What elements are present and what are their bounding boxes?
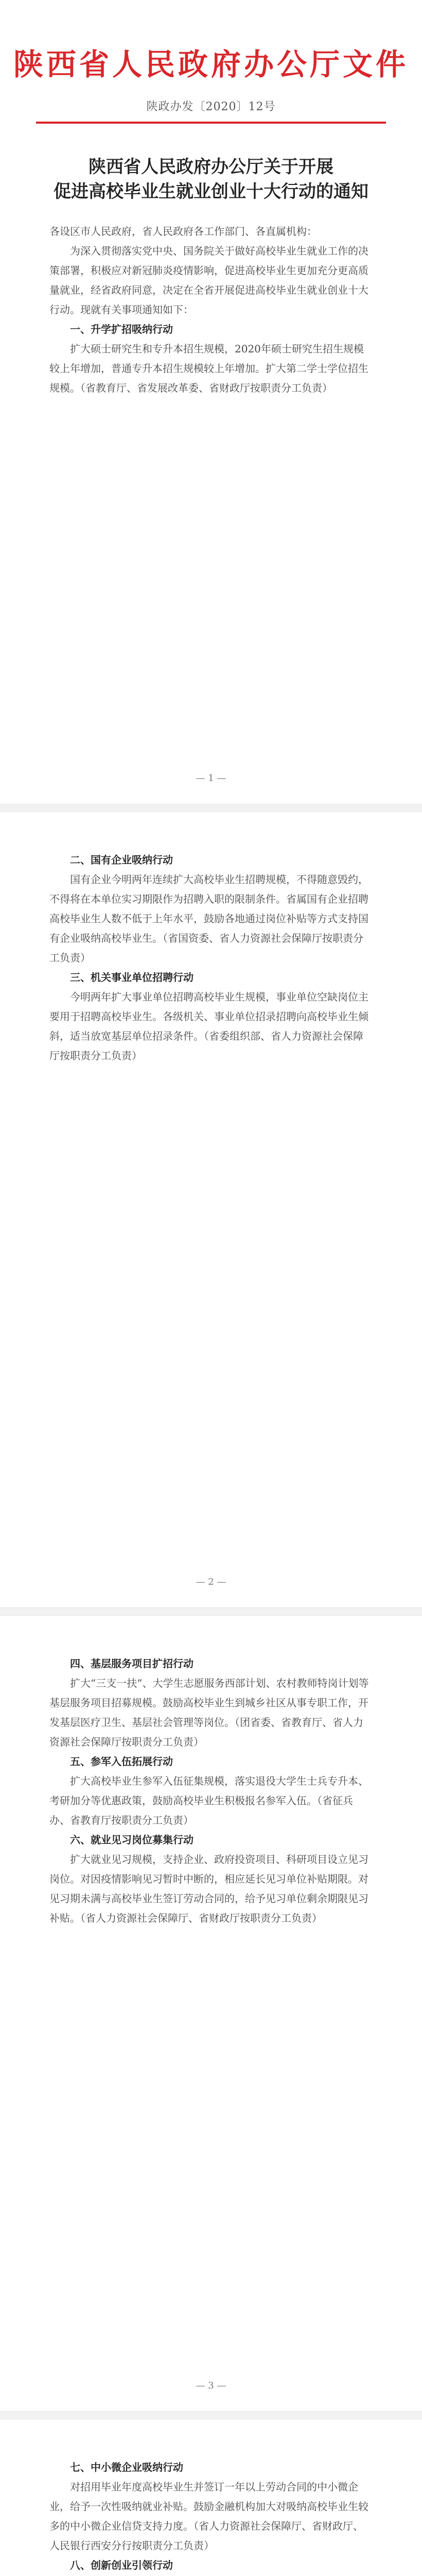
document-title bbox=[46, 155, 376, 204]
section-4-heading: 四、基层服务项目扩招行动 bbox=[70, 1657, 194, 1670]
page-separator bbox=[0, 1607, 422, 1616]
section-3-heading: 三、机关事业单位招聘行动 bbox=[70, 971, 194, 984]
section-4-body: 扩大“三支一扶”、大学生志愿服务西部计划、农村教师特岗计划等基层服务项目招募规模。鼓励高校毕业生到城乡社区从事专职工作，开发基层医疗卫生、基层社会管理等岗位。（团省委、省教育厅、省人力资源社会保障厅按职责分工负责） bbox=[49, 1677, 369, 1748]
section-7-body: 对招用毕业年度高校毕业生并签订一年以上劳动合同的中小微企业，给予一次性吸纳就业补贴。鼓励金融机构加大对吸纳高校毕业生较多的中小微企业信贷支持力度。（省人力资源社会保障厅、省财政厅、人民银行西安分行按职责分工负责） bbox=[49, 2481, 368, 2552]
title-line-1: 陕西省人民政府办公厅关于开展 bbox=[89, 157, 333, 177]
page-4-text bbox=[49, 2458, 373, 2576]
section-2-body: 国有企业今明两年连续扩大高校毕业生招聘规模，不得随意毁约，不得将在本单位实习期限作为招聘入职的限制条件。省属国有企业招聘高校毕业生人数不低于上年水平，鼓励各地通过岗位补贴等方式支持国有企业吸纳高校毕业生。（省国资委、省人力资源社会保障厅按职责分工负责） bbox=[49, 873, 368, 964]
masthead-divider bbox=[36, 122, 386, 124]
page-number-2: — 2 — bbox=[196, 1577, 226, 1587]
section-6-body: 扩大就业见习规模，支持企业、政府投资项目、科研项目设立见习岗位。对因疫情影响见习暂时中断的，相应延长见习单位补贴期限。对见习期未满与高校毕业生签订劳动合同的，给予见习单位剩余期限见习补贴。（省人力资源社会保障厅、省财政厅按职责分工负责） bbox=[49, 1853, 368, 1924]
page-number-1: — 1 — bbox=[196, 773, 226, 784]
section-3-body: 今明两年扩大事业单位招聘高校毕业生规模，事业单位空缺岗位主要用于招聘高校毕业生。各级机关、事业单位招录招聘向高校毕业生倾斜，适当放宽基层单位招录条件。（省委组织部、省人力资源社会保障厅按职责分工负责） bbox=[49, 991, 368, 1062]
salutation: 各设区市人民政府，省人民政府各工作部门、各直属机构： bbox=[49, 225, 317, 238]
section-5-heading: 五、参军入伍拓展行动 bbox=[70, 1755, 173, 1768]
section-1-heading: 一、升学扩招吸纳行动 bbox=[70, 323, 173, 335]
section-6-heading: 六、就业见习岗位募集行动 bbox=[70, 1834, 194, 1846]
title-line-2: 促进高校毕业生就业创业十大行动的通知 bbox=[54, 181, 368, 202]
page-separator bbox=[0, 2411, 422, 2419]
section-7-heading: 七、中小微企业吸纳行动 bbox=[70, 2461, 183, 2473]
page-1-text bbox=[49, 222, 373, 398]
intro-paragraph: 为深入贯彻落实党中央、国务院关于做好高校毕业生就业工作的决策部署，积极应对新冠肺炎疫情影响，促进高校毕业生更加充分更高质量就业，经省政府同意，决定在全省开展促进高校毕业生就业创业十大行动。现就有关事项通知如下： bbox=[49, 245, 368, 316]
page-number-3: — 3 — bbox=[196, 2380, 226, 2391]
page-2-text bbox=[49, 850, 373, 1065]
section-5-body: 扩大高校毕业生参军入伍征集规模，落实退役大学生士兵专升本、考研加分等优惠政策，鼓励高校毕业生积极报名参军入伍。（省征兵办、省教育厅按职责分工负责） bbox=[49, 1775, 368, 1826]
section-8-heading: 八、创新创业引领行动 bbox=[70, 2559, 173, 2571]
page-3-text bbox=[49, 1654, 373, 1928]
section-2-heading: 二、国有企业吸纳行动 bbox=[70, 854, 173, 866]
document-masthead: 陕西省人民政府办公厅文件 bbox=[13, 47, 409, 82]
document-number: 陕政办发〔2020〕12号 bbox=[146, 100, 276, 113]
page-separator bbox=[0, 804, 422, 812]
section-1-body: 扩大硕士研究生和专升本招生规模，2020年硕士研究生招生规模较上年增加，普通专升本招生规模较上年增加。扩大第二学士学位招生规模。（省教育厅、省发展改革委、省财政厅按职责分工负责） bbox=[49, 343, 368, 394]
